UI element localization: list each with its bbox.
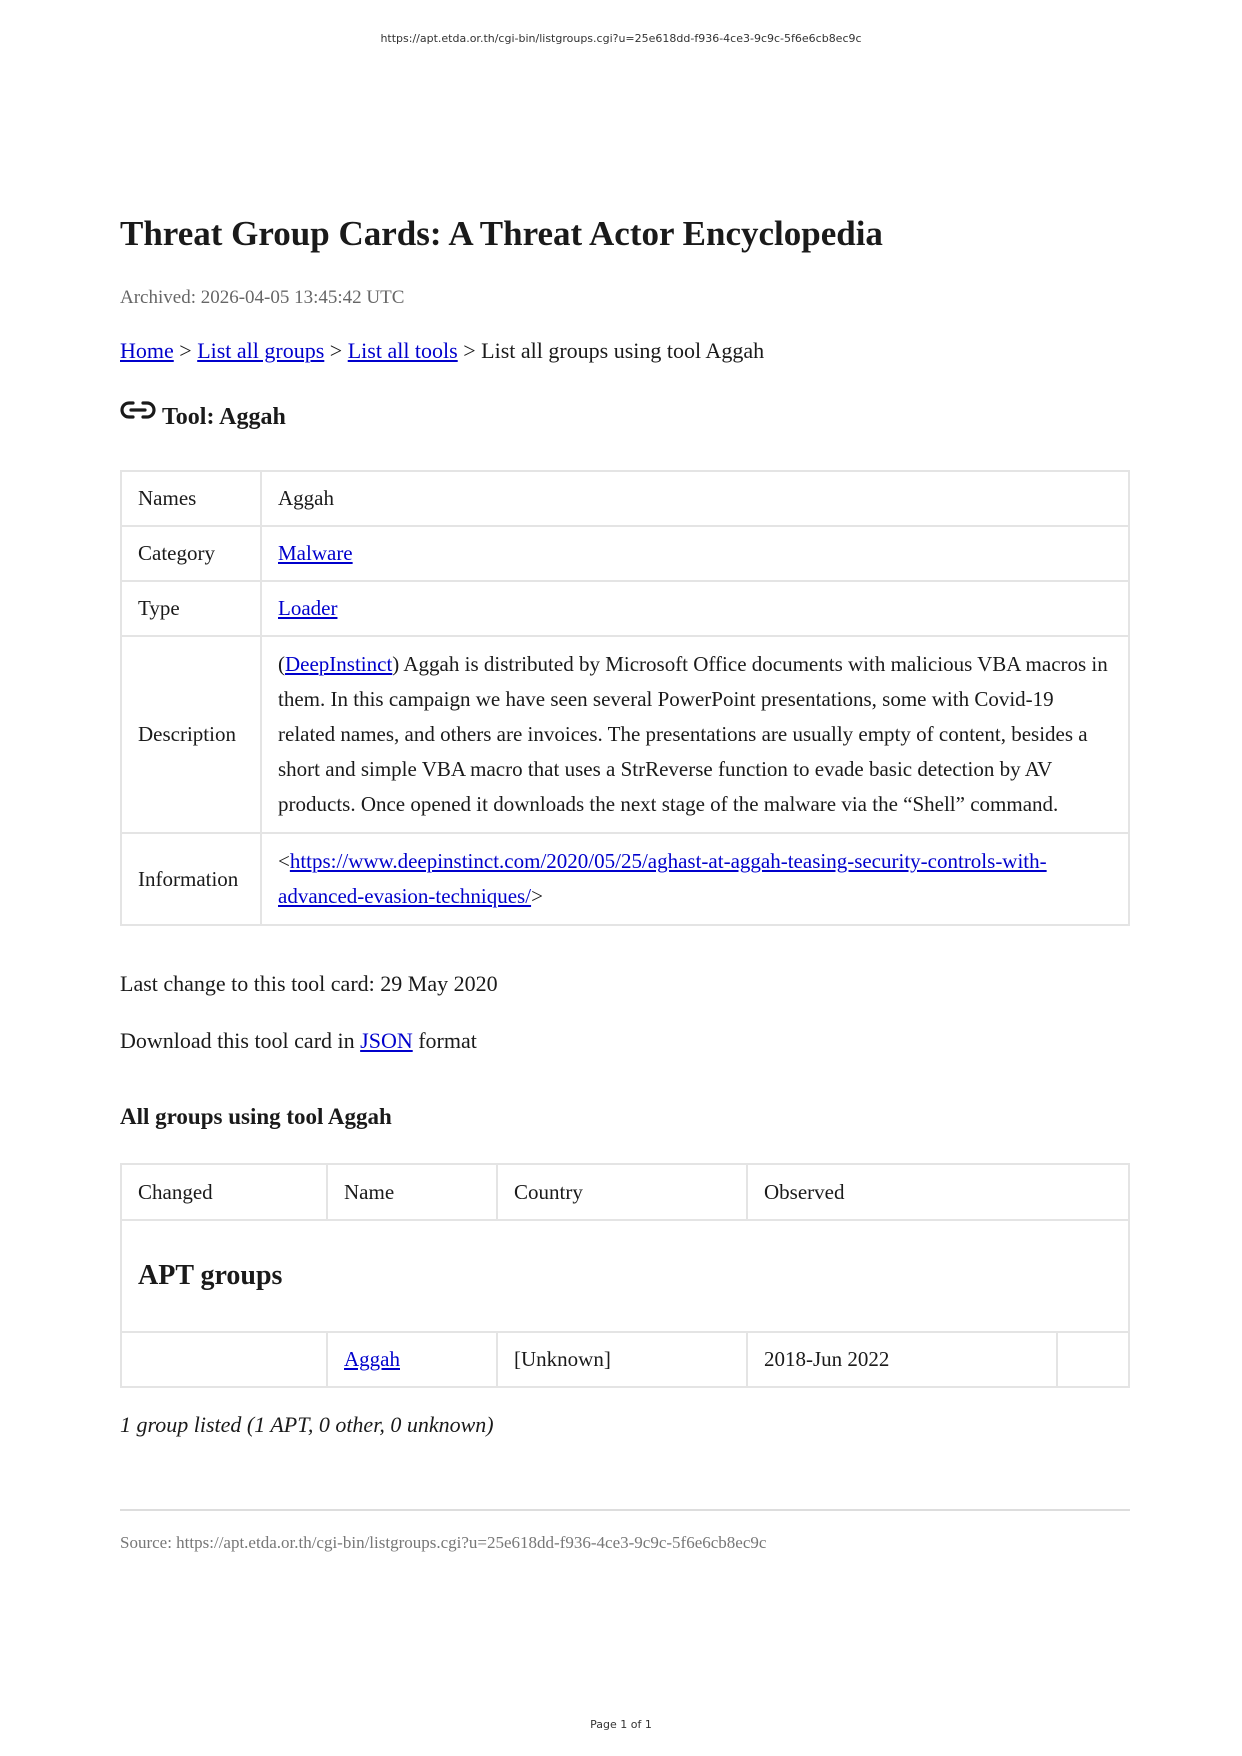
breadcrumb-groups-link[interactable]: List all groups	[197, 338, 325, 363]
category-link[interactable]: Malware	[278, 541, 353, 565]
breadcrumb-tools-link[interactable]: List all tools	[347, 338, 458, 363]
col-header-country: Country	[497, 1164, 747, 1220]
link-icon	[120, 399, 156, 421]
names-label: Names	[121, 471, 261, 526]
tool-heading	[120, 404, 286, 431]
groups-table	[120, 1163, 1130, 1388]
source-url: Source: https://apt.etda.or.th/cgi-bin/listgroups.cgi?u=25e618dd-f936-4ce3-9c9c-5f6e6cb8ec9c	[120, 1533, 767, 1552]
col-header-observed: Observed	[747, 1164, 1129, 1220]
divider	[120, 1509, 1130, 1511]
info-close-bracket: >	[531, 884, 543, 908]
apt-groups-title: APT groups	[121, 1220, 1129, 1332]
tool-heading-text: Tool: Aggah	[162, 404, 286, 430]
description-value	[261, 636, 1129, 833]
col-header-changed: Changed	[121, 1164, 327, 1220]
information-label: Information	[121, 833, 261, 925]
group-country: [Unknown]	[497, 1332, 747, 1387]
group-extra	[1057, 1332, 1129, 1387]
table-row	[121, 833, 1129, 925]
download-line	[120, 1028, 477, 1054]
table-row	[121, 581, 1129, 636]
type-cell	[261, 581, 1129, 636]
description-source-link[interactable]: DeepInstinct	[285, 652, 393, 676]
table-row	[121, 471, 1129, 526]
category-label: Category	[121, 526, 261, 581]
group-name-cell	[327, 1332, 497, 1387]
tool-details-table	[120, 470, 1130, 926]
download-suffix: format	[418, 1028, 477, 1053]
names-value: Aggah	[261, 471, 1129, 526]
description-label: Description	[121, 636, 261, 833]
info-open-bracket: <	[278, 849, 290, 873]
col-header-name: Name	[327, 1164, 497, 1220]
section-row	[121, 1220, 1129, 1332]
download-prefix: Download this tool card in	[120, 1028, 355, 1053]
last-change-text: Last change to this tool card: 29 May 2020	[120, 971, 498, 996]
description-open-paren: (	[278, 652, 285, 676]
groups-summary: 1 group listed (1 APT, 0 other, 0 unknown)	[120, 1412, 494, 1437]
table-row	[121, 1332, 1129, 1387]
breadcrumb-separator: >	[329, 338, 343, 363]
type-label: Type	[121, 581, 261, 636]
breadcrumb-separator: >	[179, 338, 192, 363]
breadcrumb-separator: >	[463, 338, 476, 363]
json-download-link[interactable]: JSON	[360, 1028, 413, 1053]
type-link[interactable]: Loader	[278, 596, 338, 620]
page-number: Page 1 of 1	[590, 1718, 652, 1731]
table-row	[121, 636, 1129, 833]
group-observed: 2018-Jun 2022	[747, 1332, 1057, 1387]
breadcrumb-current: List all groups using tool Aggah	[481, 338, 765, 363]
table-header-row	[121, 1164, 1129, 1220]
print-header-url: https://apt.etda.or.th/cgi-bin/listgroups.cgi?u=25e618dd-f936-4ce3-9c9c-5f6e6cb8ec9c	[380, 32, 862, 45]
breadcrumb-home-link[interactable]: Home	[120, 338, 174, 363]
breadcrumb	[120, 338, 764, 364]
archived-timestamp: Archived: 2026-04-05 13:45:42 UTC	[120, 287, 405, 308]
group-name-link[interactable]: Aggah	[344, 1347, 400, 1371]
information-value	[261, 833, 1129, 925]
category-cell	[261, 526, 1129, 581]
information-link[interactable]: https://www.deepinstinct.com/2020/05/25/aghast-at-aggah-teasing-security-controls-with-advanced-evasion-techniques/	[278, 849, 1047, 908]
description-text: ) Aggah is distributed by Microsoft Office documents with malicious VBA macros in them. In this campaign we have seen several PowerPoint presentations, some with Covid-19 related names, and others are invoices. The presentations are usually empty of content, besides a short and simple VBA macro that uses a StrReverse function to evade basic detection by AV products. Once opened it downloads the next stage of the malware via the “Shell” command.	[278, 652, 1108, 816]
table-row	[121, 526, 1129, 581]
page-title: Threat Group Cards: A Threat Actor Encyclopedia	[120, 214, 883, 253]
groups-heading: All groups using tool Aggah	[120, 1104, 392, 1129]
group-changed	[121, 1332, 327, 1387]
